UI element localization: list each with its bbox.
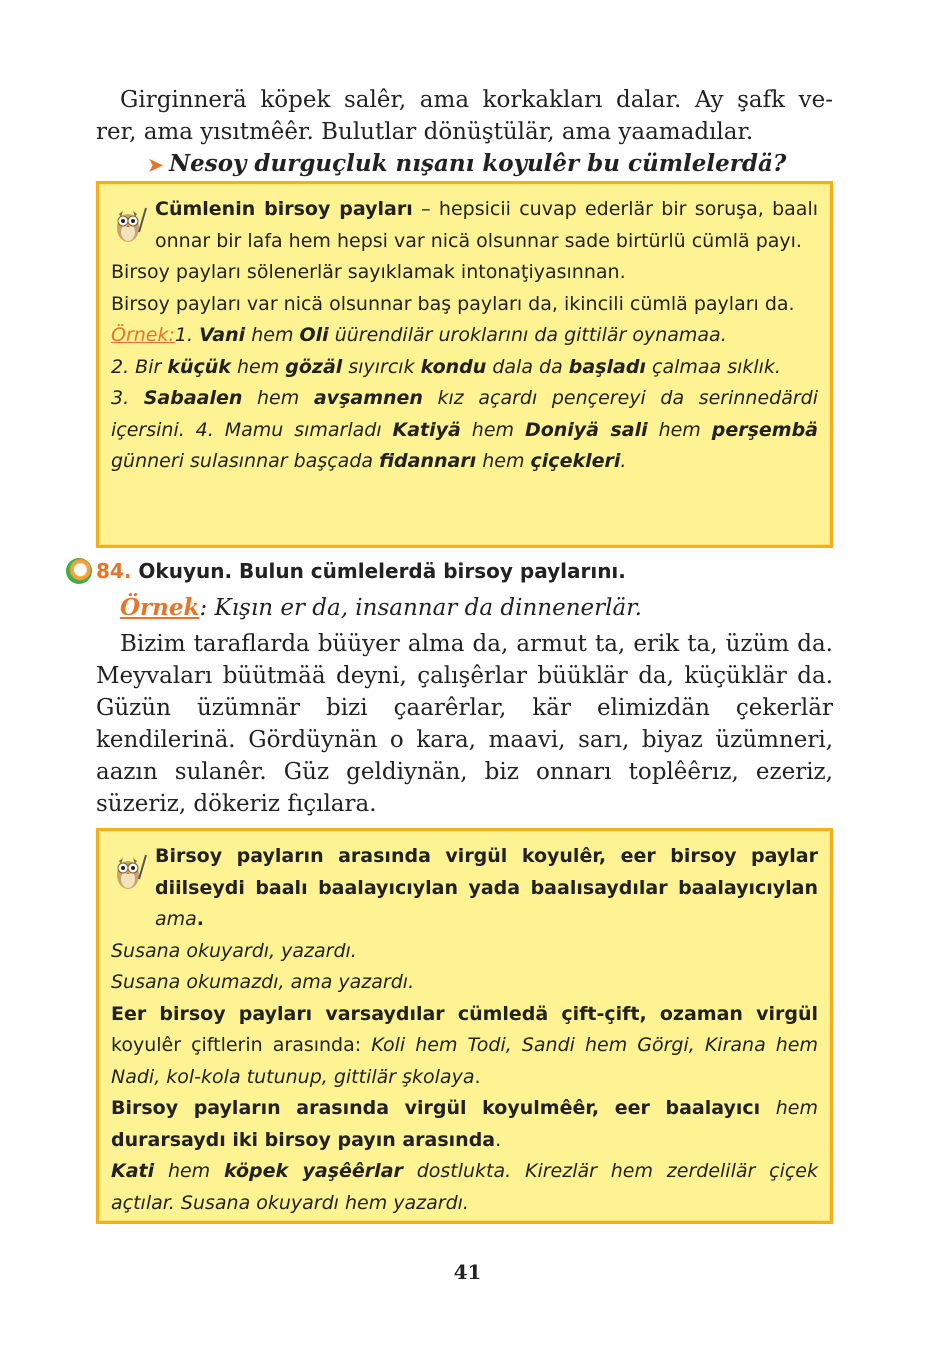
exercise-example xyxy=(120,592,642,624)
ex2-highlight: küçük xyxy=(167,355,231,378)
ex3-seg: hem xyxy=(647,418,712,441)
exercise-number: 84. xyxy=(96,559,132,583)
rule-2-plain: koyulêr çiftlerin arasında: xyxy=(111,1034,372,1056)
question-text: Nesoy durguçluk nışanı koyulêr bu cümlelerdä? xyxy=(169,150,787,177)
example-2 xyxy=(111,352,818,384)
ex1-seg: 1. xyxy=(174,324,200,346)
rule-2-example: Koli hem Todi, Sandi hem Görgi, Kirana hem Nadi, kol-kola tutunup, gittilär şkolaya xyxy=(111,1034,818,1088)
rule-box-2 xyxy=(96,828,833,1224)
example-a: Susana okuyardı, yazardı. xyxy=(111,939,357,962)
ex3-seg: hem xyxy=(460,418,525,441)
ex3-highlight: fidannarı xyxy=(379,450,477,472)
ex3-seg: . xyxy=(620,450,627,472)
ex3-highlight: Doniyä sali xyxy=(524,418,648,441)
ex1-highlight: Vani xyxy=(199,324,246,346)
ex3-seg: hem xyxy=(476,450,531,472)
question-line xyxy=(148,148,786,182)
rule-1-bold: Birsoy payların arasında virgül koyulêr, eer birsoy paylar diilseydi baalı baalayıcıylan yada baalısaydılar baalayıcıylan xyxy=(155,845,818,899)
ex3-highlight: avşamnen xyxy=(313,387,423,409)
example-1 xyxy=(111,320,818,352)
intonation-line: Birsoy payları sölenerlär sayıklamak intonaţiyasınnan. xyxy=(111,261,626,283)
ex1-seg: üürendilär uroklarını da gittilär oynamaa. xyxy=(328,324,727,346)
ex2-highlight: gözäl xyxy=(285,355,343,378)
ex2-highlight: başladı xyxy=(568,355,646,378)
ex3-highlight: çiçekleri xyxy=(530,450,621,472)
exercise-heading xyxy=(66,558,626,584)
example-c-seg: dostlukta. Kirezlär hem zerdelilär çiçek açtılar. Susana okuyardı hem yazardı. xyxy=(111,1160,818,1214)
owl-icon xyxy=(111,849,147,893)
intro-line-1: Girginnerä köpek salêr, ama korkakları dalar. Ay şafk ve- xyxy=(120,87,833,113)
ex1-highlight: Oli xyxy=(299,324,329,346)
rule-2-bold: Eer birsoy payları varsaydılar cümledä çift-çift, ozaman virgül xyxy=(111,1002,818,1025)
intro-paragraph xyxy=(96,84,833,148)
exercise-title: Okuyun. Bulun cümlelerdä birsoy paylarını. xyxy=(138,559,626,583)
ex2-seg: hem xyxy=(230,355,286,378)
rule-3-end: . xyxy=(495,1128,502,1151)
owl-icon xyxy=(111,202,147,246)
ex2-seg: dala da xyxy=(486,355,569,378)
example-b: Susana okumazdı, ama yazardı. xyxy=(111,971,415,993)
rule-3 xyxy=(111,1093,818,1156)
exercise-circle-icon xyxy=(66,558,92,584)
rule-box-1 xyxy=(96,181,833,548)
intro-line-2: rer, ama yısıtmêêr. Bulutlar dönüştülär, ama yaamadılar. xyxy=(96,119,754,145)
exercise-example-label: Örnek xyxy=(120,594,200,621)
definition-term: Cümlenin birsoy payları xyxy=(155,198,413,220)
definition-text xyxy=(111,194,818,257)
ex3-seg: günneri sulasınnar başçada xyxy=(111,450,380,472)
example-c xyxy=(111,1156,818,1219)
example-c-highlight: Kati xyxy=(111,1160,155,1182)
example-3 xyxy=(111,383,818,478)
exercise-text: Bizim taraflarda büüyer alma da, armut ta, erik ta, üzüm da. Meyvaları büütmää deyni, çalışêrlar büüklär da, küçüklär da. Güzün üzümnär bizi çaarêrlar, kär elimizdän çekerlär kendilerinä. Gördüynän o kara, maavi, sarı, biyaz üzümneri, aazın sulanêr. Güz geldiynän, biz onnarı toplêêrız, ezeriz, süzeriz, dökeriz fıçılara. xyxy=(96,631,833,817)
rule-3-conjunction: hem xyxy=(775,1097,818,1119)
rule-3-bold: durarsaydı iki birsoy payın arasında xyxy=(111,1128,496,1151)
ex1-seg: hem xyxy=(245,324,300,346)
arrow-bullet-icon: ➤ xyxy=(148,155,164,176)
rule-2-end: . xyxy=(474,1065,481,1088)
rule-2 xyxy=(111,999,818,1094)
example-label: Örnek: xyxy=(111,324,175,346)
ex2-highlight: kondu xyxy=(420,355,487,378)
ex3-seg: kız açardı pençereyi da serinnedärdi içersini. 4. Mamu sımarladı xyxy=(111,387,818,441)
ex2-seg: 2. Bir xyxy=(111,355,168,378)
kinds-line: Birsoy payları var nicä olsunnar baş payları da, ikincili cümlä payları da. xyxy=(111,292,795,315)
rule-3-bold: Birsoy payların arasında virgül koyulmêêr, eer baalayıcı xyxy=(111,1097,776,1119)
ex2-seg: çalmaa sıklık. xyxy=(645,355,781,378)
ex3-highlight: perşembä xyxy=(711,418,818,441)
rule-1 xyxy=(111,841,818,936)
rule-1-conjunction: ama xyxy=(155,908,197,930)
ex3-seg: hem xyxy=(242,387,314,409)
rule-1-end: . xyxy=(196,908,205,930)
exercise-example-text: : Kışın er da, insannar da dinnenerlär. xyxy=(199,595,642,621)
ex3-highlight: Katiyä xyxy=(392,418,461,441)
definition-body: – hepsicii cuvap ederlär bir soruşa, baalı onnar bir lafa hem hepsi var nicä olsunnar sade birtürlü cümlä payı. xyxy=(155,198,818,252)
ex3-seg: 3. xyxy=(111,387,144,409)
example-c-seg: hem xyxy=(154,1160,224,1182)
example-c-highlight: köpek yaşêêrlar xyxy=(224,1160,403,1182)
ex2-seg: sıyırcık xyxy=(342,355,421,378)
page-number: 41 xyxy=(453,1260,482,1284)
ex3-highlight: Sabaalen xyxy=(143,387,243,409)
